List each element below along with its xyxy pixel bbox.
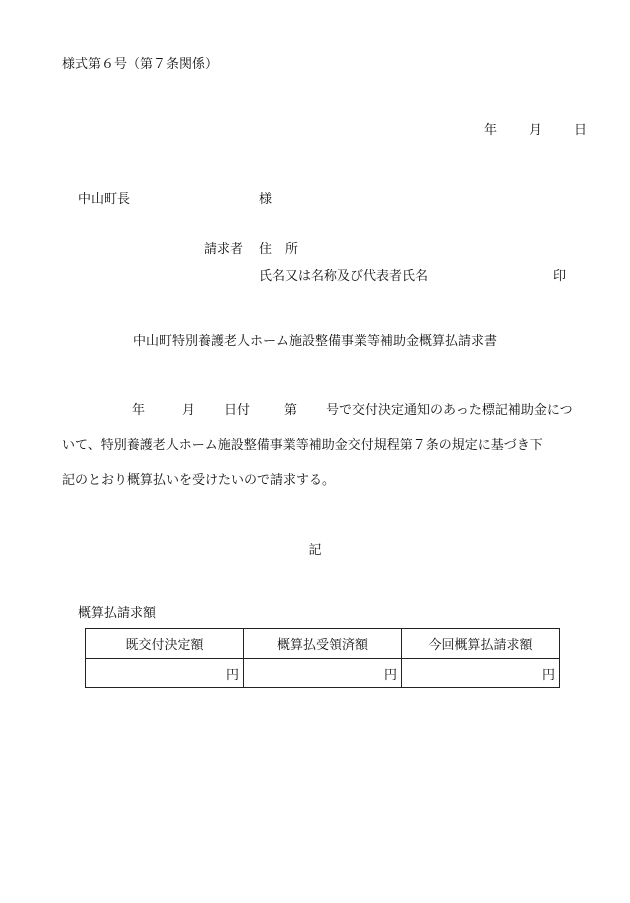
cell-requested-amount[interactable]: 円	[402, 659, 560, 688]
ki-heading: 記	[308, 543, 322, 558]
cell-decided-amount[interactable]: 円	[86, 659, 244, 688]
header-received-amount: 概算払受領済額	[244, 629, 402, 659]
document-title: 中山町特別養護老人ホーム施設整備事業等補助金概算払請求書	[132, 334, 497, 349]
date-line	[484, 124, 587, 137]
amount-table-header-row	[86, 629, 560, 659]
body-paragraph	[62, 404, 582, 509]
body-day: 日付	[224, 403, 251, 418]
body-line-2: いて、特別養護老人ホーム施設整備事業等補助金交付規程第７条の規定に基づき下	[62, 438, 543, 453]
header-decided-amount: 既交付決定額	[86, 629, 244, 659]
header-requested-amount: 今回概算払請求額	[402, 629, 560, 659]
amount-table-row	[86, 659, 560, 688]
body-line-1-rest: 号で交付決定通知のあった標記補助金につ	[326, 403, 573, 418]
seal-mark: 印	[553, 269, 567, 284]
recipient-name: 中山町長	[78, 192, 131, 207]
claimant-name-label: 氏名又は名称及び代表者氏名	[259, 269, 429, 284]
amount-section-heading: 概算払請求額	[78, 606, 157, 621]
amount-table	[85, 628, 560, 688]
claimant-label: 請求者	[204, 242, 244, 257]
body-line-1	[62, 404, 582, 439]
body-number-prefix: 第	[284, 403, 298, 418]
claimant-address-label: 住 所	[259, 242, 299, 257]
date-year: 年	[484, 123, 498, 138]
date-day: 日	[574, 123, 588, 138]
body-month: 月	[182, 403, 196, 418]
date-month: 月	[529, 123, 543, 138]
cell-received-amount[interactable]: 円	[244, 659, 402, 688]
form-number: 様式第６号（第７条関係）	[62, 57, 219, 72]
recipient-honorific: 様	[259, 192, 273, 207]
body-line-3: 記のとおり概算払いを受けたいので請求する。	[62, 473, 336, 488]
body-year: 年	[132, 403, 146, 418]
